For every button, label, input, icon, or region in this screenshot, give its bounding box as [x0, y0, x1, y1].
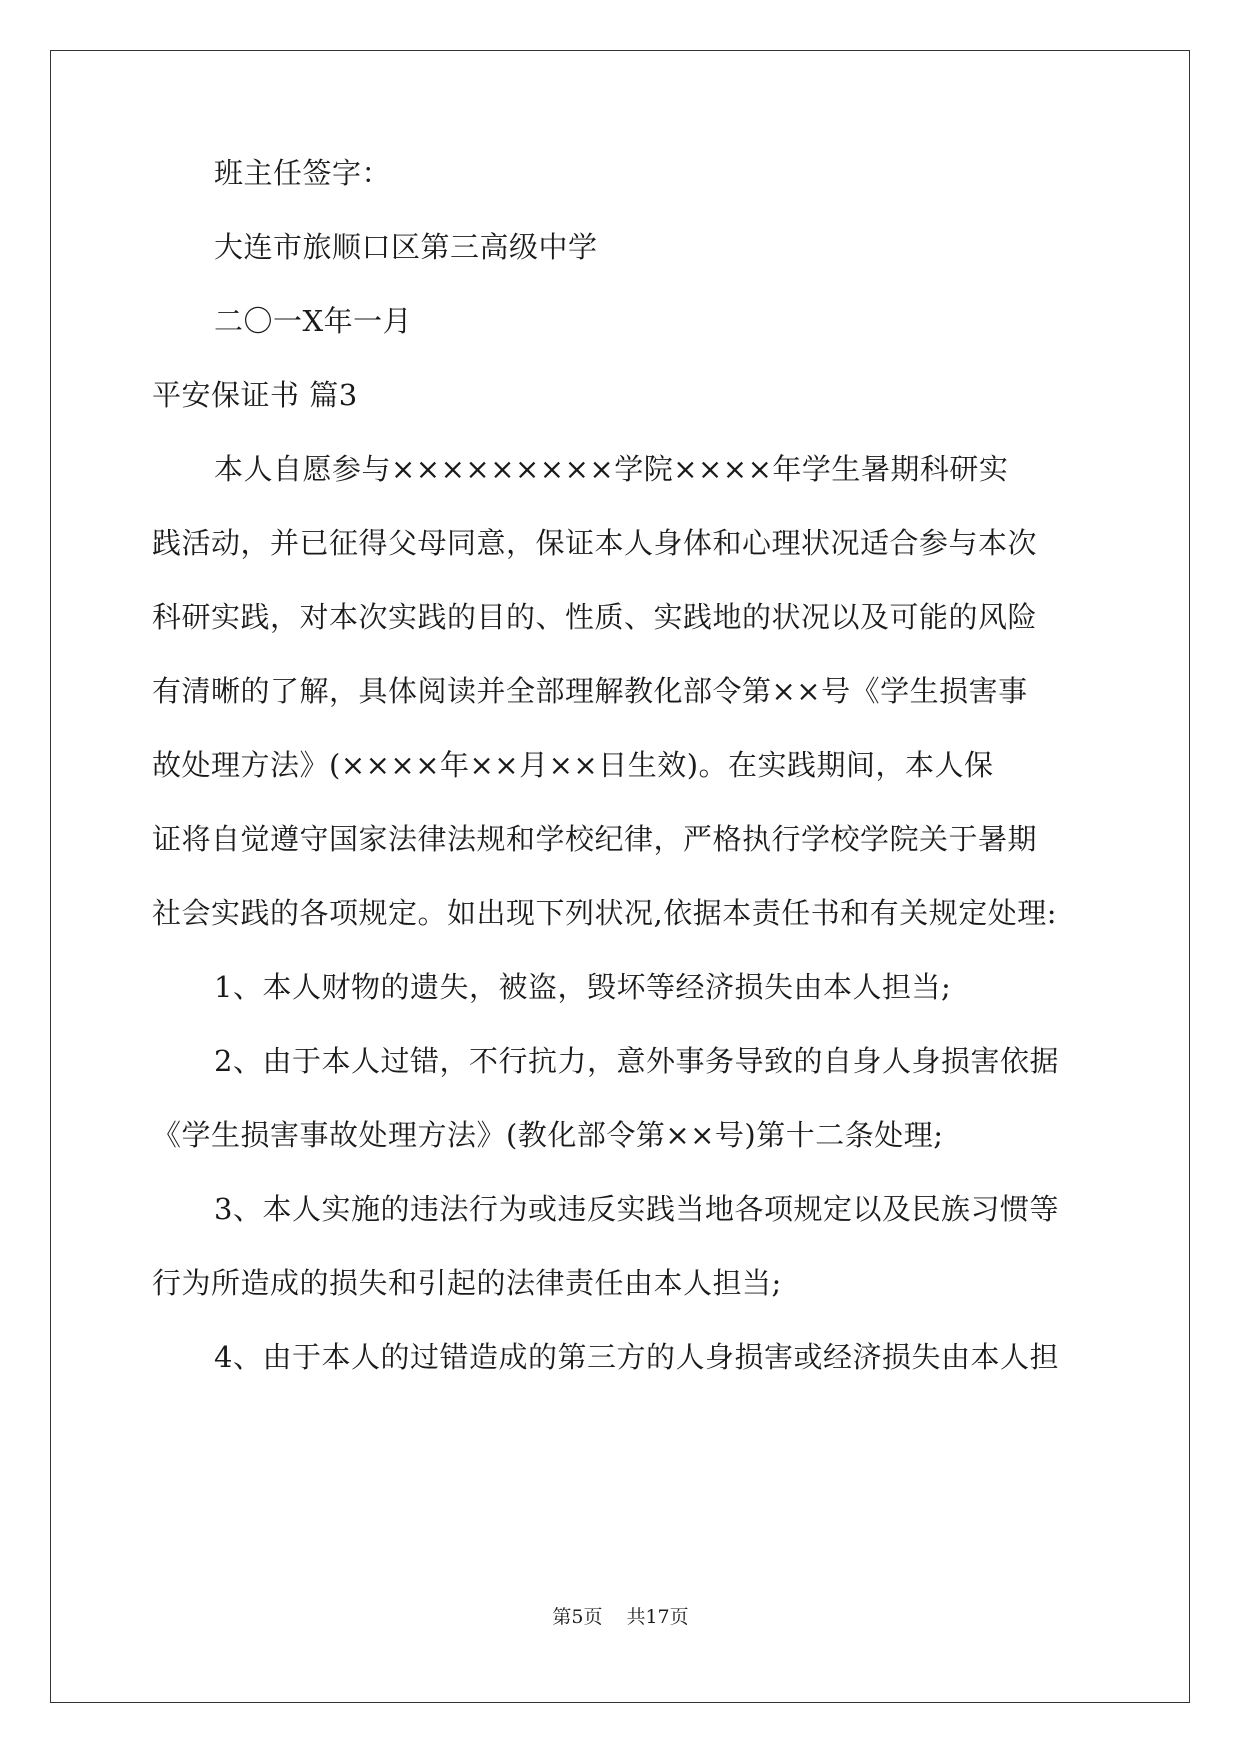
paragraph-line: 证将自觉遵守国家法律法规和学校纪律，严格执行学校学院关于暑期 [152, 822, 1038, 856]
page-number: 第5页 [552, 1606, 603, 1628]
list-item-4: 4、由于本人的过错造成的第三方的人身损害或经济损失由本人担 [214, 1340, 1059, 1374]
page-total: 共17页 [626, 1606, 689, 1628]
section-heading: 平安保证书 篇3 [152, 378, 358, 412]
list-item-2-continued: 《学生损害事故处理方法》(教化部令第××号)第十二条处理; [152, 1118, 944, 1152]
paragraph-line: 践活动，并已征得父母同意，保证本人身体和心理状况适合参与本次 [152, 526, 1038, 560]
paragraph-line: 社会实践的各项规定。如出现下列状况,依据本责任书和有关规定处理: [152, 896, 1057, 930]
list-item-3: 3、本人实施的违法行为或违反实践当地各项规定以及民族习惯等 [214, 1192, 1059, 1226]
paragraph-line: 本人自愿参与×××××××××学院××××年学生暑期科研实 [214, 452, 1009, 486]
signature-line: 班主任签字： [214, 156, 392, 190]
paragraph-line: 科研实践，对本次实践的目的、性质、实践地的状况以及可能的风险 [152, 600, 1038, 634]
list-item-2: 2、由于本人过错，不行抗力，意外事务导致的自身人身损害依据 [214, 1044, 1059, 1078]
list-item-1: 1、本人财物的遗失，被盗，毁坏等经济损失由本人担当; [214, 970, 952, 1004]
paragraph-line: 故处理方法》(××××年××月××日生效)。在实践期间，本人保 [152, 748, 994, 782]
school-name: 大连市旅顺口区第三高级中学 [214, 230, 598, 264]
list-item-3-continued: 行为所造成的损失和引起的法律责任由本人担当; [152, 1266, 782, 1300]
page-border [50, 50, 1190, 1703]
paragraph-line: 有清晰的了解，具体阅读并全部理解教化部令第××号《学生损害事 [152, 674, 1028, 708]
date-line: 二〇一X年一月 [214, 304, 413, 338]
page-footer [0, 1605, 1241, 1629]
